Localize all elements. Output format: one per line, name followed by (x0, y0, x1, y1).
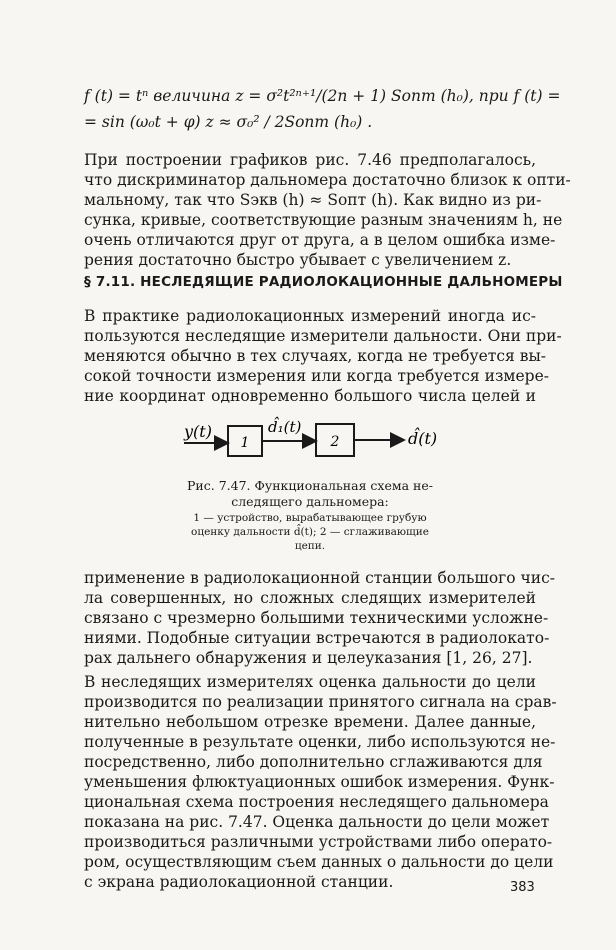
paragraph4-line: нительно небольшом отрезке времени. Далее данные, (84, 713, 536, 731)
paragraph4-line: полученные в результате оценки, либо используются не- (84, 733, 556, 751)
paragraph1-line: мальному, так что Sэкв (h) ≈ Sопт (h). Как видно из ри- (84, 191, 542, 209)
paragraph4-line: с экрана радиолокационной станции. (84, 873, 394, 891)
paragraph2-line: меняются обычно в тех случаях, когда не требуется вы- (84, 347, 547, 365)
paragraph1-line: очень отличаются друг от друга, а в целом ошибка изме- (84, 231, 556, 249)
paragraph1-line: сунка, кривые, соответствующие разным значениям h, не (84, 211, 563, 229)
paragraph1-line: При построении графиков рис. 7.46 предполагалось, (84, 151, 536, 169)
formula-line-2: = sin (ω₀t + φ) z ≈ σ₀² / 2Sопт (h₀) . (84, 113, 373, 131)
block-2-label: 2 (330, 434, 340, 450)
input-label: y(t) (184, 422, 212, 441)
page-number: 383 (510, 880, 535, 895)
paragraph4-line: показана на рис. 7.47. Оценка дальности до цели может (84, 813, 550, 831)
paragraph4-line: уменьшения флюктуационных ошибок измерения. Функ- (84, 773, 555, 791)
paragraph4-line: производится по реализации принятого сигнала на срав- (84, 693, 557, 711)
middle-label: d̂₁(t) (268, 418, 302, 436)
caption-title: следящего дальномера: (231, 494, 389, 509)
paragraph4-line: ром, осуществляющим съем данных о дальности до цели (84, 853, 554, 871)
paragraph4-line: В неследящих измерителях оценка дальности до цели (84, 673, 536, 691)
caption-legend: цепи. (294, 540, 326, 552)
block-diagram (180, 410, 450, 470)
paragraph3-line: связано с чрезмерно большими техническими усложне- (84, 609, 549, 627)
paragraph3-line: рах дальнего обнаружения и целеуказания [1, 26, 27]. (84, 649, 533, 667)
formula-line-1: f (t) = tⁿ величина z = σ²t²ⁿ⁺¹/(2n + 1) Sопт (h₀), при f (t) = (84, 87, 561, 105)
caption-legend: оценку дальности d̂(t); 2 — сглаживающие (191, 526, 429, 538)
output-label: d̂(t) (408, 429, 438, 448)
paragraph4-line: посредственно, либо дополнительно сглаживаются для (84, 753, 543, 771)
paragraph4-line: производиться различными устройствами либо операто- (84, 833, 553, 851)
paragraph2-line: В практике радиолокационных измерений иногда ис- (84, 307, 536, 325)
paragraph2-line: ние координат одновременно большого числа целей и (84, 387, 536, 405)
section-heading: § 7.11. НЕСЛЕДЯЩИЕ РАДИОЛОКАЦИОННЫЕ ДАЛЬНОМЕРЫ (84, 274, 563, 290)
block-1-label: 1 (240, 435, 250, 451)
caption-title: Рис. 7.47. Функциональная схема не- (187, 478, 433, 493)
paragraph3-line: применение в радиолокационной станции большого чис- (84, 569, 556, 587)
paragraph1-line: что дискриминатор дальномера достаточно близок к опти- (84, 171, 571, 189)
paragraph3-line: ниями. Подобные ситуации встречаются в радиолокато- (84, 629, 550, 647)
paragraph1-line: рения достаточно быстро убывает с увеличением z. (84, 251, 512, 269)
paragraph3-line: ла совершенных, но сложных следящих измерителей (84, 589, 536, 607)
paragraph2-line: сокой точности измерения или когда требуется измере- (84, 367, 549, 385)
paragraph2-line: пользуются неследящие измерители дальности. Они при- (84, 327, 562, 345)
caption-legend: 1 — устройство, вырабатывающее грубую (193, 512, 427, 524)
paragraph4-line: циональная схема построения неследящего дальномера (84, 793, 549, 811)
